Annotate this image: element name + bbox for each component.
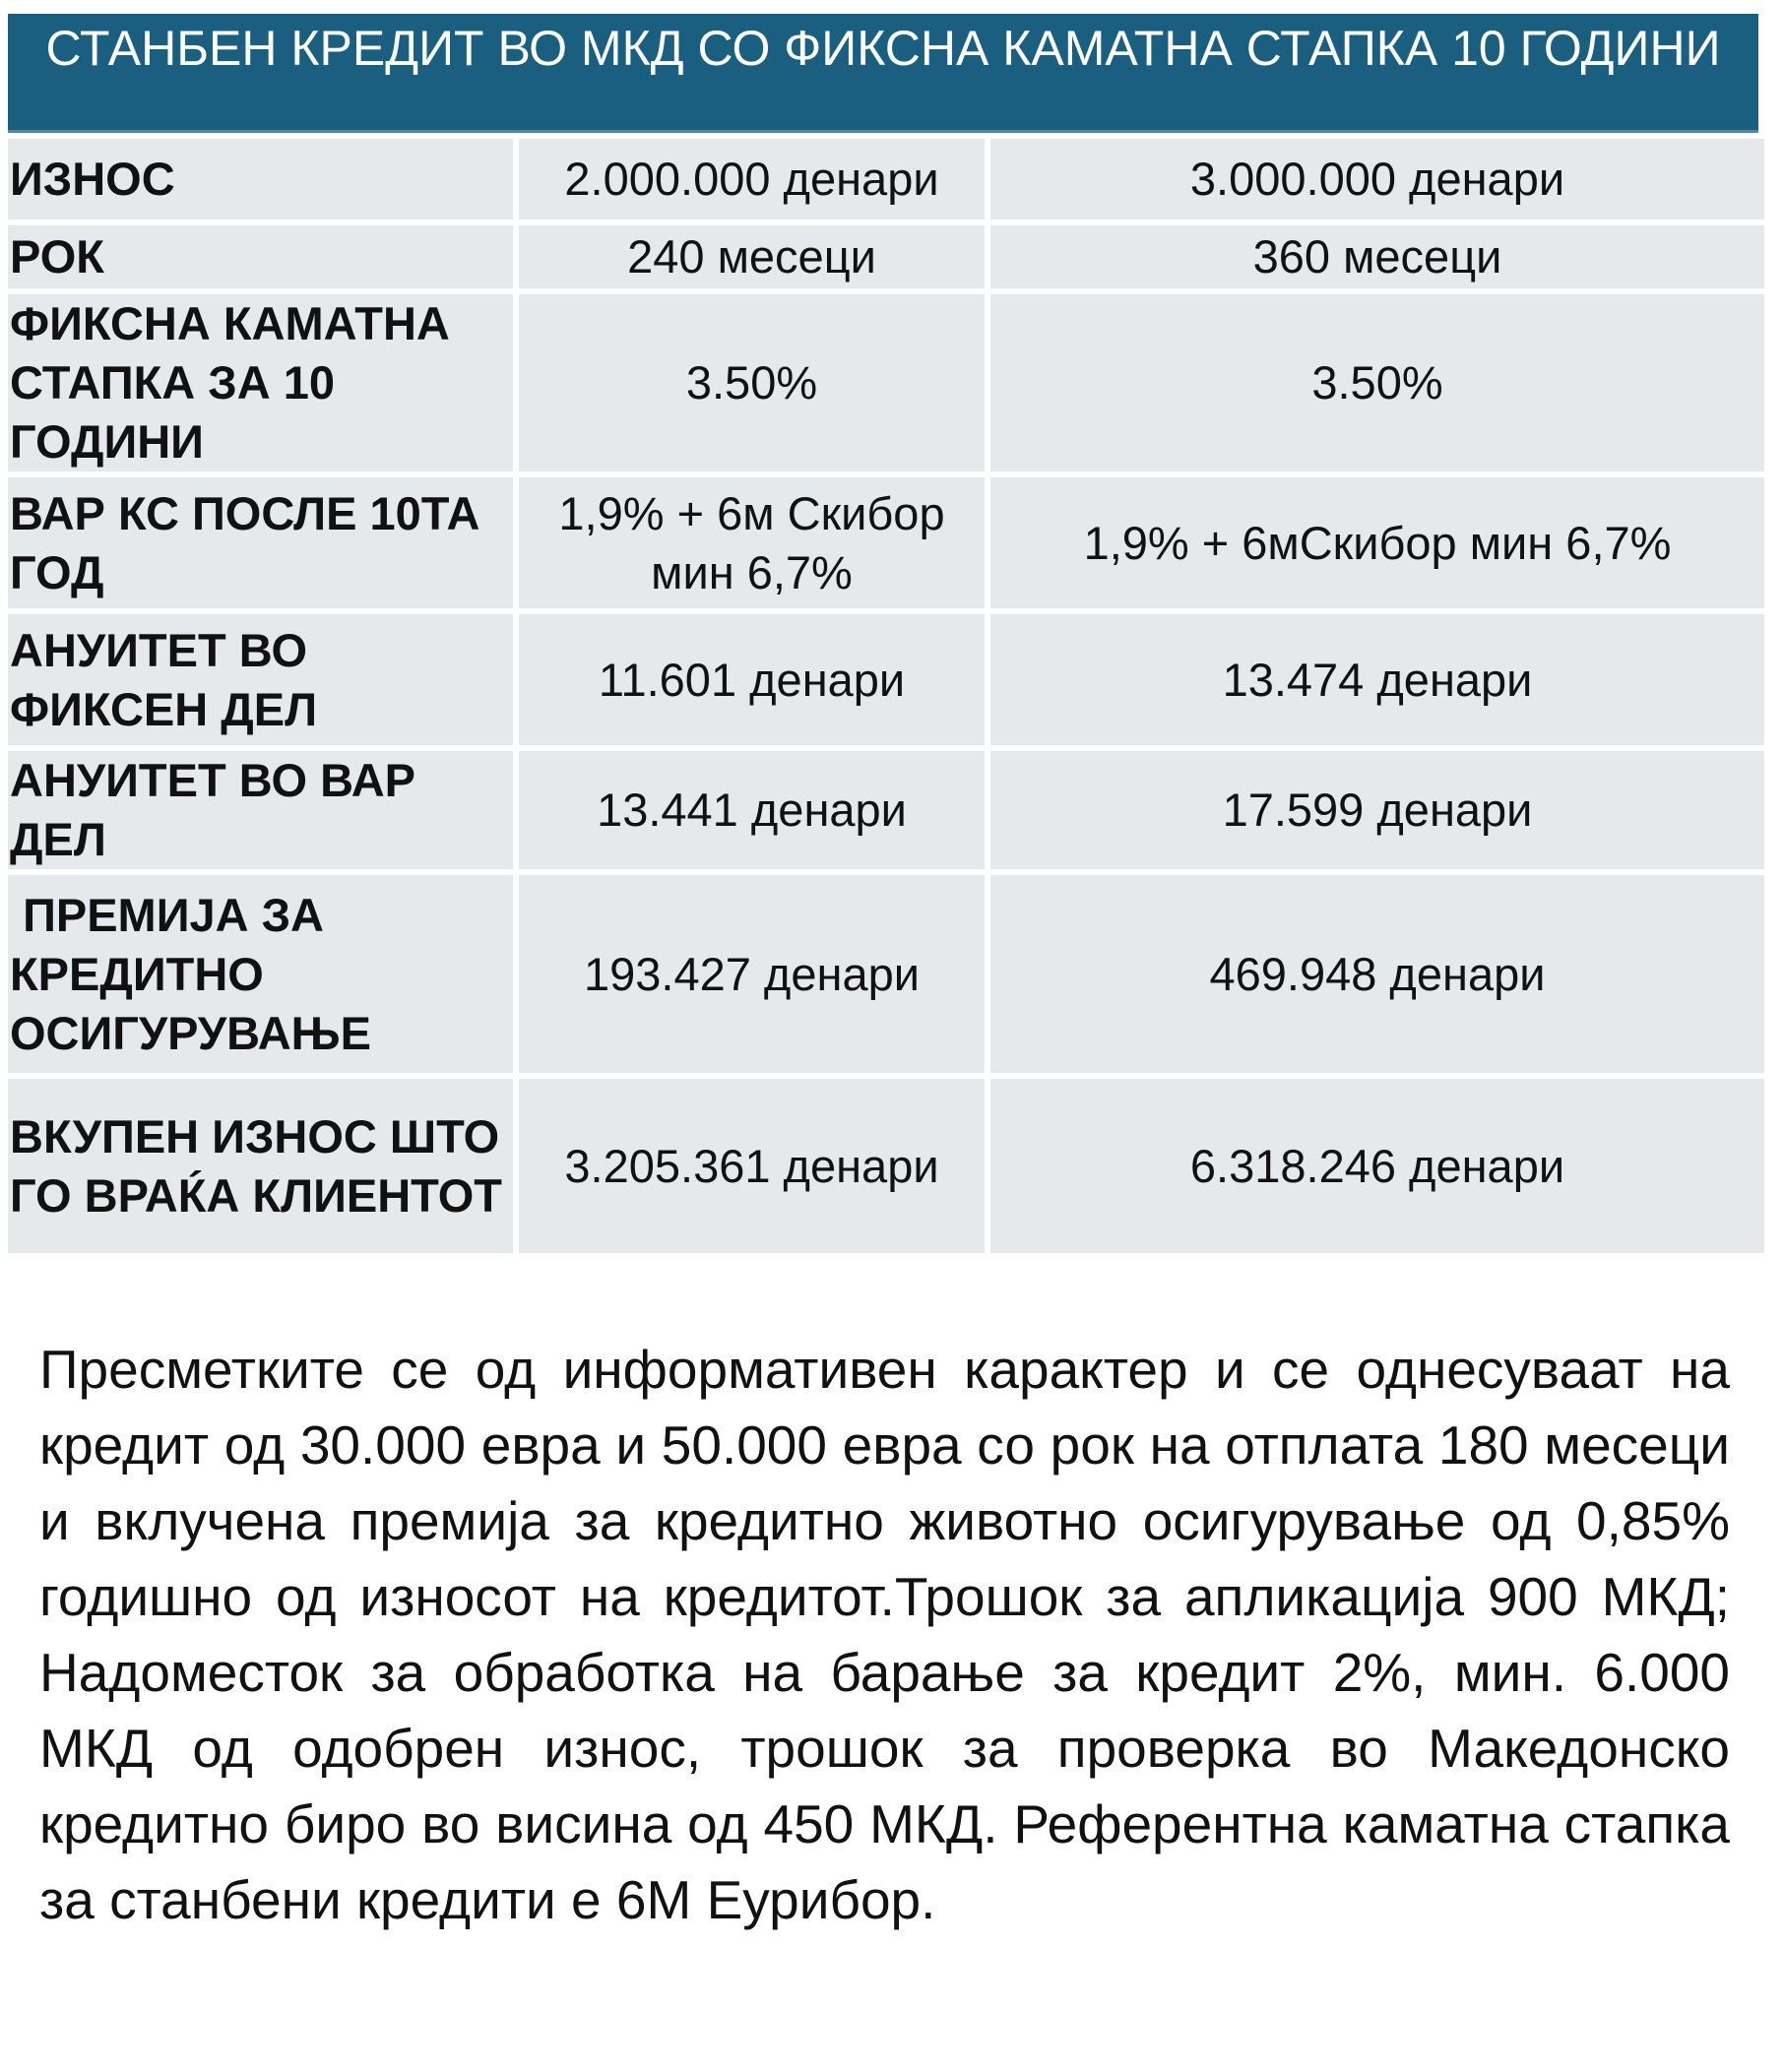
row-label-annuity-variable: АНУИТЕТ ВО ВАР ДЕЛ — [8, 751, 513, 869]
row-label-fixed-rate: ФИКСНА КАМАТНА СТАПКА ЗА 10 ГОДИНИ — [8, 294, 513, 471]
insurance-premium-option-2: 469.948 денари — [990, 875, 1764, 1073]
fixed-rate-option-1: 3.50% — [519, 294, 985, 471]
insurance-premium-option-1: 193.427 денари — [519, 875, 985, 1073]
table-body — [8, 139, 1758, 1253]
total-repaid-option-1: 3.205.361 денари — [519, 1079, 985, 1253]
row-label-amount: ИЗНОС — [8, 139, 513, 220]
row-label-term: РОК — [8, 225, 513, 288]
row-label-insurance-premium: ПРЕМИЈА ЗА КРЕДИТНО ОСИГУРУВАЊЕ — [8, 875, 513, 1073]
term-option-1: 240 месеци — [519, 225, 985, 288]
amount-option-2: 3.000.000 денари — [990, 139, 1764, 220]
annuity-variable-option-1: 13.441 денари — [519, 751, 985, 869]
disclaimer-paragraph: Пресметките се од информативен карактер и се однесуваат на кредит од 30.000 евра и 50.000 евра со рок на отплата 180 месеци и вклучена премија за кредитно животно осигурување од 0,85% годишно од износот на кредитот.Трошок за апликација 900 МКД; Надоместок за обработка на барање за кредит 2%, мин. 6.000 МКД од одобрен износ, трошок за проверка во Македонско кредитно биро во висина од 450 МКД. Референтна каматна стапка за станбени кредити е 6М Еурибор. — [39, 1339, 1730, 1930]
variable-rate-option-1: 1,9% + 6м Скибор мин 6,7% — [519, 477, 985, 608]
table-title: СТАНБЕН КРЕДИТ ВО МКД СО ФИКСНА КАМАТНА СТАПКА 10 ГОДИНИ — [8, 14, 1758, 133]
fixed-rate-option-2: 3.50% — [990, 294, 1764, 471]
term-option-2: 360 месеци — [990, 225, 1764, 288]
variable-rate-option-2: 1,9% + 6мСкибор мин 6,7% — [990, 477, 1764, 608]
total-repaid-option-2: 6.318.246 денари — [990, 1079, 1764, 1253]
row-label-annuity-fixed: АНУИТЕТ ВО ФИКСЕН ДЕЛ — [8, 614, 513, 745]
row-label-variable-rate: ВАР КС ПОСЛЕ 10ТА ГОД — [8, 477, 513, 608]
amount-option-1: 2.000.000 денари — [519, 139, 985, 220]
row-label-total-repaid: ВКУПЕН ИЗНОС ШТО ГО ВРАЌА КЛИЕНТОТ — [8, 1079, 513, 1253]
annuity-fixed-option-2: 13.474 денари — [990, 614, 1764, 745]
annuity-fixed-option-1: 11.601 денари — [519, 614, 985, 745]
annuity-variable-option-2: 17.599 денари — [990, 751, 1764, 869]
loan-table — [8, 14, 1758, 1253]
